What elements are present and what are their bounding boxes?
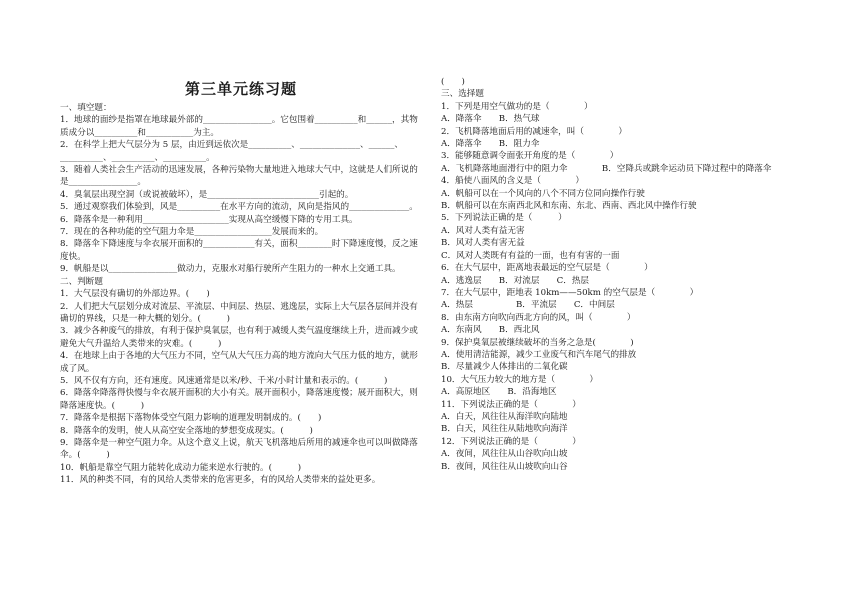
left-column <box>60 78 422 487</box>
right-question-line: A．帆船可以在一个风向的八个不同方位同向操作行驶 <box>441 188 645 199</box>
right-question-line: A．白天，风往往从海洋吹向陆地 <box>441 411 568 422</box>
right-question-line: 6．在大气层中，距离地表最远的空气层是（ ） <box>441 263 653 274</box>
left-section-heading: 一、填空题： <box>60 103 112 113</box>
right-question-line: A．东南风 B．西北风 <box>441 325 540 336</box>
left-question-line: 4．在地球上由于各地的大气压力不同，空气从大气压力高的地方流向大气压力低的地方，就形成了风。 <box>60 351 418 374</box>
left-question-line: 2．在科学上把大气层分为 5 层，由近到远依次是__________、______________、______、__________、__________、__________。 <box>60 140 403 163</box>
right-question-line: 2．飞机降落地面后用的减速伞，叫（ ） <box>441 126 627 137</box>
right-section-heading: 三、选择题 <box>441 89 484 100</box>
right-lines <box>441 76 813 473</box>
left-question-line: 5．风不仅有方向，还有速度。风速通常是以米/秒、千米/小时计量和表示的。( ) <box>60 375 388 386</box>
left-question-line: 3．随着人类社会生产活动的迅速发展，各种污染物大量地进入地球大气中，这就是人们所说的是________________。 <box>60 165 418 188</box>
right-question-line: 11．下列说法正确的是（ ） <box>441 399 581 410</box>
right-question-line: A．使用清洁能源，减少工业废气和汽车尾气的排放 <box>441 349 637 360</box>
right-question-line: B．白天，风往往从陆地吹向海洋 <box>441 424 568 435</box>
left-question-line: 8．降落伞下降速度与伞衣展开面积的____________有关，面积________时下降速度慢，反之速度快。 <box>60 239 418 262</box>
left-lines <box>60 102 422 487</box>
right-question-line: 5．下列说法正确的是（ ） <box>441 213 567 224</box>
right-question-line: A．降落伞 B．热气球 <box>441 114 540 125</box>
right-question-line: 12．下列说法正确的是（ ） <box>441 436 581 447</box>
right-question-line: ( ) <box>441 77 465 87</box>
right-question-line: 3．能够随意调令面张开角度的是（ ） <box>441 151 619 162</box>
right-question-line: A．逃逸层 B．对流层 C．热层 <box>441 275 590 286</box>
page-title: 第三单元练习题 <box>184 80 297 98</box>
left-question-line: 6．降落伞是一种利用____________________实现从高空缓慢下降的专用工具。 <box>60 214 358 225</box>
right-question-line: B．帆船可以在东南西北风和东南、东北、西南、西北风中操作行驶 <box>441 201 697 212</box>
left-question-line: 3．减少各种废气的排放，有利于保护臭氧层，也有利于减缓人类气温度继续上升，进而减少或避免大气升温给人类带来的灾难。( ) <box>60 326 418 349</box>
right-question-line: C．风对人类既有有益的一面，也有有害的一面 <box>441 250 620 261</box>
right-question-line: A．夜间，风往往从山谷吹向山坡 <box>441 449 568 460</box>
left-question-line: 4．臭氧层出现空洞（或说被破坏），是__________________________引起的。 <box>60 189 354 200</box>
left-section-heading: 二、判断题 <box>60 276 103 287</box>
right-question-line: 4．船使八面风的含义是（ ） <box>441 176 584 187</box>
left-question-line: 1．大气层没有确切的外部边界。( ) <box>60 289 210 300</box>
right-question-line: A．降落伞 B．阻力伞 <box>441 139 540 150</box>
right-question-line: A．飞机降落地面滑行中的阻力伞 B．空降兵或跳伞运动员下降过程中的降落伞 <box>441 163 772 174</box>
right-question-line: 10．大气压力较大的地方是（ ） <box>441 374 599 385</box>
left-question-line: 1．地球的面纱是指罩在地球最外部的________________。它包围着__________和______，其物质成分以__________和___________为主。 <box>60 115 418 138</box>
right-question-line: 7．在大气层中，距地表 10km——50km 的空气层是（ ） <box>441 287 699 298</box>
right-question-line: B．夜间，风往往从山坡吹向山谷 <box>441 461 568 472</box>
left-question-line: 9．降落伞是一种空气阻力伞。从这个意义上说，航天飞机落地后所用的减速伞也可以叫做降落伞。( ) <box>60 437 418 461</box>
left-question-line: 8．降落伞的发明，使人从高空安全落地的梦想变成现实。( ) <box>60 425 313 436</box>
left-question-line: 7．降落伞是根据下落物体受空气阻力影响的道理发明制成的。( ) <box>60 413 322 424</box>
right-question-line: B．尽量减少人体排出的二氧化碳 <box>441 362 568 373</box>
right-question-line: A．热层 B．平流层 C．中间层 <box>441 300 615 311</box>
left-question-line: 6．降落伞降落得快慢与伞衣展开面积的大小有关。展开面积小，降落速度慢；展开面积大，则降落速度快。( ) <box>60 388 418 411</box>
left-question-line: 9．帆船是以________________做动力，克服水对船行驶所产生阻力的一种水上交通工具。 <box>60 264 401 275</box>
right-question-line: A．高原地区 B．沿海地区 <box>441 387 557 398</box>
left-question-line: 2．人们把大气层划分成对流层、平流层、中间层、热层、逃逸层，实际上大气层各层间并没有确切的界线，只是一种大概的划分。( ) <box>60 301 418 324</box>
left-question-line: 5．通过观察我们体验到，风是__________在水平方向的流动，风向是指风的______________。 <box>60 202 418 213</box>
left-question-line: 7．现在的各种功能的空气阻力伞是__________________发展而来的。 <box>60 227 324 238</box>
right-question-line: 8．由东南方向吹向西北方向的风，叫（ ） <box>441 312 636 323</box>
right-question-line: 1．下列是用空气做功的是（ ） <box>441 101 593 112</box>
left-question-line: 11．风的种类不同，有的风给人类带来的危害更多，有的风给人类带来的益处更多。 <box>60 475 381 486</box>
right-column <box>441 76 813 473</box>
left-question-line: 10．帆船是靠空气阻力能转化成动力能来逆水行驶的。( ) <box>60 462 302 473</box>
right-question-line: B．风对人类有害无益 <box>441 238 525 249</box>
right-question-line: A．风对人类有益无害 <box>441 225 525 236</box>
right-question-line: 9．保护臭氧层被继续破坏的当务之急是( ) <box>441 337 634 348</box>
